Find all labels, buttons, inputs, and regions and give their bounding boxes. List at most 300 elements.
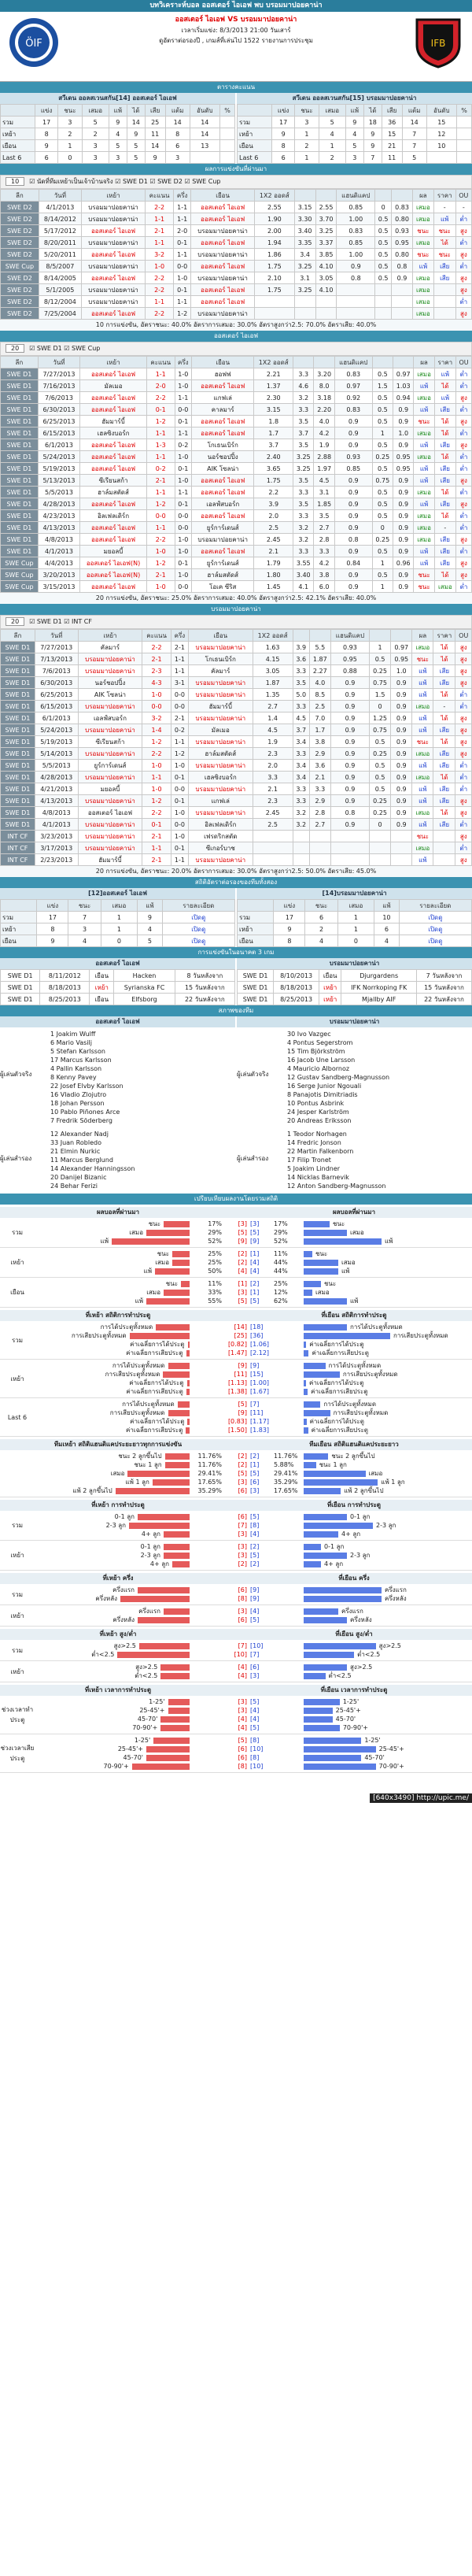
match-cell: 0-0 — [171, 783, 188, 795]
home-recent-filter[interactable] — [0, 342, 472, 356]
match-count-select[interactable]: 20 — [6, 617, 24, 626]
match-cell: 0.9 — [391, 748, 412, 760]
match-cell: อิลเฟลเดิร์ก — [188, 819, 253, 831]
match-cell: 2-2 — [142, 807, 171, 819]
match-cell: - — [455, 202, 471, 213]
right-bar — [304, 1350, 308, 1356]
match-cell: AIK โซลน่า — [78, 689, 142, 701]
fixture-cell: 8/18/2013 — [274, 982, 319, 994]
match-cell: 0.9 — [391, 689, 412, 701]
match-row — [1, 783, 472, 795]
right-side — [247, 1559, 472, 1569]
match-row — [1, 854, 472, 866]
match-cell — [253, 831, 293, 842]
right-bar — [304, 1410, 330, 1416]
table-cell: 2 — [319, 152, 345, 164]
match-cell: 2.5 — [254, 522, 293, 534]
odds-stat-title: สถิติอัตราต่อรองของทีมทั้งสอง — [0, 877, 472, 888]
filter-checkbox[interactable]: ☑ — [29, 345, 37, 352]
column-header: วันที่ — [35, 630, 78, 642]
match-cell: 3.5 — [293, 439, 314, 451]
group-body — [35, 1400, 472, 1434]
match-cell: 2-2 — [142, 642, 171, 653]
table-cell: 21 — [382, 140, 402, 152]
match-cell — [391, 842, 412, 854]
table-cell: เหย้า — [1, 923, 37, 935]
match-cell: 0-0 — [175, 522, 191, 534]
table-cell: รวม — [1, 117, 35, 128]
match-cell: 0-1 — [175, 557, 191, 569]
match-cell: เสีย — [434, 404, 455, 416]
match-cell: ต่ำ — [455, 701, 472, 712]
match-cell: 8.5 — [309, 689, 330, 701]
match-cell: 0.9 — [334, 522, 372, 534]
group-label: รวม — [11, 1646, 24, 1654]
stat-label: การได้ประตูทั้งหมด — [122, 1401, 175, 1408]
match-cell: SWE D1 — [1, 783, 35, 795]
match-row — [1, 831, 472, 842]
match-cell: 3.8 — [309, 736, 330, 748]
filter-checkbox[interactable]: ☑ — [184, 178, 193, 185]
column-header: % — [457, 105, 472, 117]
match-cell: ชนะ — [413, 225, 434, 237]
left-percent: 11.76% — [197, 1461, 222, 1468]
right-bar — [304, 1221, 330, 1227]
match-cell: 1-1 — [145, 296, 173, 308]
match-cell: 3.6 — [293, 653, 309, 665]
column-header: ผล — [412, 630, 433, 642]
match-cell: ออสเตอร์ ไอเอฟ — [80, 498, 147, 510]
right-bar — [304, 1363, 326, 1369]
match-cell: สูง — [455, 712, 472, 724]
match-cell: ได้ — [434, 451, 455, 463]
filter-label: INT CF — [72, 618, 92, 625]
match-cell: INT CF — [1, 831, 35, 842]
right-percent: 5.88% — [274, 1461, 294, 1468]
player-name: 24 Jesper Karlström — [287, 1108, 349, 1116]
h2h-summary: 10 การแข่งขัน, อัตราชนะ: 40.0% อัตราการเสมอ: 30.0% อัตราสูงกว่า2.5: 70.0% อัตราเสีย: 40.0% — [0, 320, 472, 331]
match-cell: สูง — [455, 308, 471, 320]
right-value: [1.00] — [250, 1379, 270, 1386]
table-cell: 3 — [165, 152, 190, 164]
group-body — [35, 1542, 472, 1568]
match-cell: SWE D1 — [1, 368, 39, 380]
home-standing-title: สวีเดน ออลสเวนสกัน[14] ออสเตอร์ ไอเอฟ — [0, 93, 235, 104]
home-recent-table — [0, 356, 472, 593]
match-cell: 3.55 — [293, 557, 314, 569]
match-cell: แพ้ — [414, 475, 434, 487]
left-side — [35, 1745, 247, 1752]
table-cell[interactable]: เปิดดู — [399, 912, 471, 923]
match-cell: เสมอ — [412, 642, 433, 653]
match-cell: ต่ำ — [455, 819, 472, 831]
match-cell: 1.0 — [391, 665, 412, 677]
match-cell: โกเธนเบิร์ก — [192, 439, 254, 451]
h2h-filter[interactable] — [0, 175, 472, 189]
column-header: อันดับ — [426, 105, 456, 117]
column-header: ชนะ — [305, 900, 337, 912]
left-bar — [117, 1652, 190, 1658]
right-value: [9] — [250, 1595, 260, 1602]
table-cell: 0 — [101, 935, 137, 947]
filter-label: SWE D1 — [122, 178, 150, 185]
match-cell: 6/1/2013 — [35, 712, 78, 724]
match-cell: SWE D1 — [1, 498, 39, 510]
match-cell: 1-1 — [175, 392, 191, 404]
match-cell: 0.5 — [370, 783, 391, 795]
column-header: แข่ง — [35, 105, 57, 117]
stat-row — [35, 1753, 472, 1762]
match-header — [0, 12, 472, 82]
player-row — [49, 1147, 230, 1156]
match-cell: ชนะ — [412, 831, 433, 842]
match-cell: 0.9 — [393, 522, 414, 534]
match-cell: 0.9 — [391, 772, 412, 783]
match-cell: ออสเตอร์ ไอเอฟ — [82, 225, 146, 237]
right-value: [18] — [250, 1323, 264, 1331]
table-cell: รวม — [1, 912, 37, 923]
match-cell: ชนะ — [412, 653, 433, 665]
stat-label: ค่าเฉลี่ยการเสียประตู — [311, 1388, 368, 1395]
match-cell: ออสเตอร์ ไอเอฟ — [192, 416, 254, 427]
away-recent-filter[interactable] — [0, 615, 472, 629]
match-cell: เสีย — [434, 557, 455, 569]
match-cell: โอเค ซีริส — [192, 581, 254, 593]
match-cell: มยอลบี้ — [80, 546, 147, 557]
left-percent: 25% — [208, 1250, 222, 1257]
match-cell: SWE D1 — [1, 736, 35, 748]
away-standing-table — [237, 104, 472, 164]
column-header — [238, 900, 274, 912]
stat-label: เสมอ — [129, 1229, 143, 1236]
right-value: [5] — [250, 1470, 260, 1477]
table-cell: 7 — [363, 152, 382, 164]
match-cell: 1-0 — [142, 783, 171, 795]
left-percent: 52% — [208, 1238, 222, 1245]
filter-checkbox[interactable]: ☑ — [29, 178, 37, 185]
column-header: ราคา — [433, 630, 455, 642]
table-row — [1, 152, 235, 164]
match-cell: 0.5 — [370, 653, 391, 665]
left-value: [2] — [238, 1560, 247, 1567]
stat-label: 0-1 ลูก — [324, 1543, 345, 1550]
match-cell: 0.9 — [330, 677, 369, 689]
left-bar — [160, 1716, 190, 1723]
left-value: [14] — [234, 1323, 247, 1331]
match-cell: 3.05 — [315, 272, 337, 284]
right-value: [10] — [250, 1642, 264, 1649]
table-cell: 4 — [68, 935, 101, 947]
match-cell: 1-2 — [146, 416, 175, 427]
match-cell: 5/19/2013 — [35, 736, 78, 748]
match-cell: 0.5 — [370, 760, 391, 772]
match-cell: บรอมมาปอยคาน่า — [82, 213, 146, 225]
table-cell[interactable]: เปิดดู — [162, 935, 234, 947]
match-cell — [375, 296, 392, 308]
match-cell: ได้ — [433, 642, 455, 653]
right-side — [247, 1236, 472, 1246]
match-cell: 0.5 — [370, 772, 391, 783]
group-body — [35, 1452, 472, 1495]
header-row — [1, 357, 472, 368]
match-cell: 4/13/2013 — [35, 795, 78, 807]
match-cell: บรอมมาปอยคาน่า — [191, 225, 255, 237]
left-value: [6] — [238, 1745, 247, 1752]
match-cell: ต่ำ — [456, 404, 472, 416]
column-header: % — [220, 105, 235, 117]
match-cell — [294, 296, 315, 308]
match-cell: 6/25/2013 — [38, 416, 79, 427]
right-value: [5] — [250, 1698, 260, 1705]
match-row — [1, 819, 472, 831]
table-cell: 5 — [345, 140, 363, 152]
match-cell: SWE D1 — [1, 487, 39, 498]
match-cell: ต่ำ — [455, 261, 471, 272]
match-cell: แกฟเล่ — [188, 795, 253, 807]
left-value: [8] — [238, 1763, 247, 1770]
player-name: 10 Pablo Piñones Arce — [50, 1108, 120, 1116]
right-bar — [304, 1342, 306, 1348]
match-cell: 2-1 — [145, 225, 173, 237]
stat-label: แพ้ — [350, 1297, 359, 1305]
match-cell: 8/5/2007 — [39, 261, 81, 272]
match-cell: 1-2 — [174, 308, 191, 320]
left-percent: 17% — [208, 1220, 222, 1227]
left-side — [35, 1737, 247, 1744]
match-cell: 0.5 — [372, 546, 393, 557]
match-cell: 0.93 — [392, 225, 413, 237]
fixture-cell: Djurgardens — [341, 970, 417, 982]
table-cell — [457, 152, 472, 164]
match-cell: ต่ำ — [456, 427, 472, 439]
table-cell[interactable]: เปิดดู — [162, 912, 234, 923]
filter-checkbox[interactable]: ☑ — [64, 345, 72, 352]
table-cell: 36 — [382, 117, 402, 128]
match-cell — [294, 308, 315, 320]
match-cell: 0-1 — [175, 416, 191, 427]
match-cell: 0-0 — [175, 404, 191, 416]
match-row — [1, 642, 472, 653]
stat-group — [0, 1218, 472, 1248]
stat-label: สูง>2.5 — [113, 1642, 136, 1649]
match-row — [1, 416, 472, 427]
stat-group — [0, 1398, 472, 1437]
match-cell: ต่ำ — [456, 487, 472, 498]
match-cell: 0.9 — [393, 546, 414, 557]
match-cell: 1.79 — [254, 557, 293, 569]
match-cell: 2-1 — [142, 831, 171, 842]
right-side — [247, 1724, 472, 1731]
right-bar — [304, 1561, 321, 1567]
column-header: ชนะ — [295, 105, 319, 117]
stat-label: 4+ ลูก — [341, 1530, 361, 1538]
match-cell: ได้ — [433, 689, 455, 701]
match-cell: 0.84 — [334, 557, 372, 569]
match-cell: SWE D2 — [1, 202, 39, 213]
left-bar — [146, 1746, 190, 1752]
group-label: ช่วงเวลาทำประตู — [1, 1706, 34, 1723]
match-cell: ออสเตอร์ ไอเอฟ — [82, 249, 146, 261]
table-cell: 12 — [426, 128, 456, 140]
table-cell: 2 — [305, 923, 337, 935]
table-cell: 6 — [305, 912, 337, 923]
match-cell: บรอมมาปอยคาน่า — [188, 712, 253, 724]
match-cell: ออสเตอร์ ไอเอฟ — [80, 392, 147, 404]
match-cell: 1-1 — [171, 665, 188, 677]
match-cell: 2.5 — [309, 701, 330, 712]
match-cell: 0-1 — [175, 463, 191, 475]
table-cell[interactable]: เปิดดู — [399, 935, 471, 947]
match-cell: 1.4 — [253, 712, 293, 724]
left-value: [5] — [238, 1297, 247, 1305]
match-cell: 6/15/2013 — [38, 427, 79, 439]
match-count-select[interactable]: 20 — [6, 344, 24, 353]
stat-row — [35, 1486, 472, 1495]
match-cell: เสมอ — [413, 202, 434, 213]
player-row — [49, 1082, 230, 1090]
right-bar — [304, 1596, 382, 1602]
right-value: [4] — [250, 1707, 260, 1714]
match-cell: ได้ — [434, 416, 455, 427]
table-cell: 14 — [402, 117, 426, 128]
table-cell: 11 — [382, 152, 402, 164]
match-row — [1, 498, 472, 510]
match-cell: บรอมมาปอยคาน่า — [82, 261, 146, 272]
player-name: 14 Alexander Hanningsson — [50, 1165, 135, 1172]
stat-label: การได้ประตูทั้งหมด — [100, 1323, 153, 1331]
match-cell: เฟรดริกสตัด — [188, 831, 253, 842]
match-row — [1, 404, 472, 416]
right-percent: 44% — [274, 1259, 288, 1266]
column-header: ราคา — [434, 357, 455, 368]
goals-section — [0, 1500, 472, 1571]
match-cell: บรอมมาปอยคาน่า — [188, 642, 253, 653]
block-title-left: ที่เหย้า การทำประตู — [91, 1501, 145, 1508]
match-cell: สูง — [455, 724, 472, 736]
match-cell: 0.9 — [334, 581, 372, 593]
stat-label: ชนะ 1 ลูก — [134, 1461, 162, 1468]
player-name: 20 Andreas Eriksson — [287, 1117, 352, 1124]
right-value: [2.12] — [250, 1349, 270, 1356]
match-row — [1, 284, 472, 296]
stat-group — [0, 1734, 472, 1773]
left-bar — [165, 1462, 190, 1468]
left-bar — [181, 1281, 190, 1287]
filter-checkbox[interactable]: ☑ — [29, 618, 37, 625]
match-cell: ฮาล์มสตัดส์ — [192, 569, 254, 581]
match-cell: เสมอ — [414, 487, 434, 498]
match-cell: 0.92 — [334, 392, 372, 404]
match-cell: 0.80 — [392, 249, 413, 261]
match-count-select[interactable]: 10 — [6, 177, 24, 186]
stat-label: แพ้ 2 ลูกขึ้นไป — [344, 1487, 384, 1494]
filter-checkbox[interactable]: ☑ — [64, 618, 72, 625]
right-bar — [304, 1764, 376, 1770]
right-value: [2] — [250, 1543, 260, 1550]
match-row — [1, 677, 472, 689]
stat-label: 2-3 ลูก — [105, 1522, 126, 1529]
match-cell: สูง — [456, 392, 472, 404]
match-cell: แพ้ — [414, 498, 434, 510]
match-cell — [309, 842, 330, 854]
left-bar — [165, 1453, 190, 1460]
right-value: [4] — [250, 1530, 260, 1538]
group-body — [35, 1607, 472, 1624]
column-header: ลีก — [1, 357, 39, 368]
table-cell: 3 — [295, 117, 319, 128]
match-cell: 1.63 — [253, 642, 293, 653]
match-cell: 2.00 — [255, 225, 295, 237]
table-cell[interactable]: เปิดดู — [162, 923, 234, 935]
match-cell: บรอมมาปอยคาน่า — [188, 689, 253, 701]
match-cell: SWE D2 — [1, 225, 39, 237]
match-cell — [392, 296, 413, 308]
match-cell: สูง — [455, 748, 472, 760]
player-name: 17 Filip Tronet — [287, 1157, 331, 1164]
match-cell: 4/1/2013 — [35, 819, 78, 831]
match-cell: เอลฟ์สบอร์ก — [192, 498, 254, 510]
match-cell — [433, 284, 455, 296]
match-cell: 3.9 — [293, 642, 309, 653]
match-cell: สูง — [455, 653, 472, 665]
right-value: [4] — [250, 1268, 260, 1275]
match-cell: เสีย — [433, 724, 455, 736]
match-row — [1, 807, 472, 819]
match-cell: 1-0 — [175, 569, 191, 581]
column-header: เยือน — [188, 630, 253, 642]
match-cell: SWE D1 — [1, 689, 35, 701]
filter-checkbox[interactable]: ☑ — [115, 178, 123, 185]
match-cell: ต่ำ — [456, 522, 472, 534]
match-row — [1, 569, 472, 581]
left-bar — [164, 1531, 190, 1538]
match-cell: 3.2 — [293, 807, 309, 819]
stat-label: แพ้ — [100, 1238, 109, 1245]
group-label: Last 6 — [7, 1413, 28, 1421]
block-title-left: ที่เหย้า สถิติการทำประตู — [85, 1312, 151, 1319]
filter-checkbox[interactable]: ☑ — [149, 178, 158, 185]
column-header: ครึ่ง — [174, 190, 191, 202]
left-value: [3] — [238, 1530, 247, 1538]
right-side — [247, 1348, 472, 1358]
match-cell: สูง — [455, 795, 472, 807]
left-value: [6] — [238, 1513, 247, 1520]
table-cell[interactable]: เปิดดู — [399, 923, 471, 935]
table-cell: 9 — [363, 128, 382, 140]
match-cell: 0-0 — [175, 510, 191, 522]
match-cell: 2.0 — [253, 760, 293, 772]
match-cell: ชนะ — [412, 736, 433, 748]
column-header: คะแนน — [142, 630, 171, 642]
match-cell — [253, 842, 293, 854]
table-cell: 1 — [337, 912, 374, 923]
left-value: [1.47] — [227, 1349, 247, 1356]
group-body — [35, 1220, 472, 1245]
match-cell: 3.25 — [293, 463, 314, 475]
filter-label: นัดที่ทีมเหย้าเป็นเจ้าบ้านจริง — [36, 178, 116, 185]
column-header: 1X2 ออดส์ — [253, 630, 293, 642]
left-bar — [172, 1561, 190, 1567]
match-cell: 0-1 — [171, 795, 188, 807]
left-bar — [120, 1596, 190, 1602]
match-cell: 0.93 — [334, 451, 372, 463]
table-cell: 17 — [271, 117, 294, 128]
table-cell: 9 — [37, 935, 68, 947]
block-title-left: ผลบอลที่ผ่านมา — [96, 1208, 140, 1216]
match-cell: เสีย — [434, 546, 455, 557]
match-cell: SWE D1 — [1, 463, 39, 475]
right-side — [247, 1593, 472, 1604]
